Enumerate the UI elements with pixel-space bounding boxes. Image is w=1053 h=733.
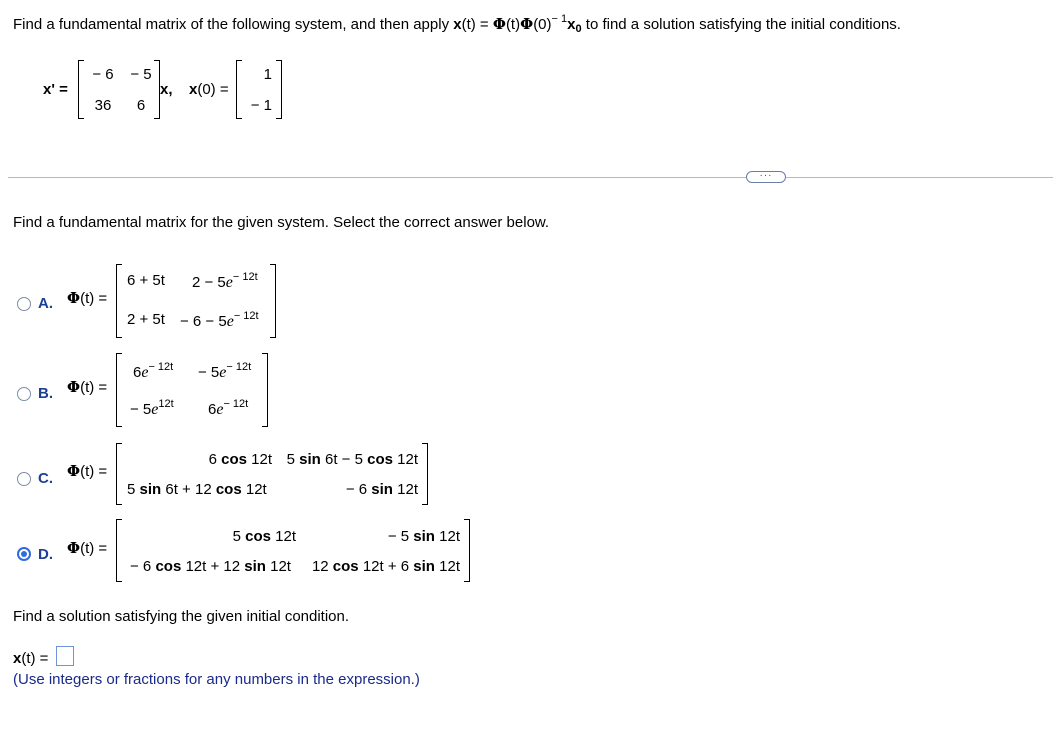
section-divider — [8, 177, 1053, 178]
question-text: Find a fundamental matrix of the following system, and then apply $x(t) = \Phi(t)\Phi(0)^{- 1}x_0$ to find a solution satisfying the initial conditions. — [13, 13, 901, 35]
option-d-radio[interactable] — [17, 547, 31, 561]
option-a-r2c2: − $6 - 5e^{- 12t}$ — [180, 310, 259, 330]
option-b-r1c2: − $5e^{- 12t}$ — [198, 361, 252, 381]
question-intro: Find a fundamental matrix of the following system, and then apply — [13, 16, 454, 33]
part2-prompt: Find a solution satisfying the given initial condition. — [13, 608, 350, 625]
more-options-button[interactable]: ··· — [746, 171, 786, 183]
option-d-phi-label: Φ(t) = — [67, 539, 108, 557]
option-c-bracket-left — [116, 443, 122, 505]
option-c-r2c1: 5 sin 6t + 12 cos 12t — [127, 481, 267, 498]
matrix-a22: 6 — [136, 97, 146, 114]
ic-label: x(0) = — [189, 81, 229, 98]
answer-label: x(t) = — [13, 650, 49, 667]
matrix-a12: − 5 — [130, 66, 152, 83]
option-d-r1c1: 5 cos 12t — [232, 528, 296, 545]
option-b-radio[interactable] — [17, 387, 31, 401]
answer-note: (Use integers or fractions for any numbers in the expression.) — [13, 671, 420, 688]
ic-value-2: − 1 — [250, 97, 272, 114]
option-c-radio[interactable] — [17, 472, 31, 486]
option-a-radio[interactable] — [17, 297, 31, 311]
option-b-bracket-left — [116, 353, 122, 427]
option-a-bracket-left — [116, 264, 122, 338]
option-d-r2c2: 12 cos 12t + 6 sin 12t — [311, 558, 460, 575]
option-c-r2c2: − 6 sin 12t — [345, 481, 418, 498]
ic-bracket-right — [276, 60, 282, 119]
answer-input[interactable] — [56, 646, 74, 666]
option-d-r1c2: − 5 sin 12t — [387, 528, 460, 545]
system-lhs: x' = — [43, 81, 68, 98]
part1-prompt: Find a fundamental matrix for the given system. Select the correct answer below. — [13, 214, 550, 231]
option-b-r2c2: $6e^{- 12t}$ — [208, 398, 249, 418]
option-d-r2c1: − 6 cos 12t + 12 sin 12t — [130, 558, 291, 575]
option-b-letter: B. — [38, 385, 53, 402]
option-b-r1c1: $6e^{- 12t}$ — [133, 361, 174, 381]
question-outro: to find a solution satisfying the initial conditions. — [581, 16, 901, 33]
option-d-letter: D. — [38, 546, 53, 563]
option-a-r1c2: $2 - 5e^{- 12t}$ — [192, 271, 258, 291]
ic-value-1: 1 — [263, 66, 272, 83]
matrix-bracket-left — [78, 60, 84, 119]
option-c-letter: C. — [38, 470, 53, 487]
option-c-bracket-right — [422, 443, 428, 505]
option-c-r1c2: 5 sin 6t − 5 cos 12t — [286, 451, 418, 468]
option-a-r1c1: 6 + 5t — [127, 272, 165, 289]
matrix-a21: 36 — [94, 97, 112, 114]
option-b-r2c1: − $5e^{12t}$ — [130, 398, 174, 418]
option-d-bracket-right — [464, 519, 470, 582]
option-c-phi-label: Φ(t) = — [67, 462, 108, 480]
option-a-letter: A. — [38, 295, 53, 312]
option-b-bracket-right — [262, 353, 268, 427]
option-a-bracket-right — [270, 264, 276, 338]
option-b-phi-label: Φ(t) = — [67, 378, 108, 396]
option-d-bracket-left — [116, 519, 122, 582]
matrix-a11: − 6 — [92, 66, 114, 83]
option-c-r1c1: 6 cos 12t — [208, 451, 272, 468]
option-a-phi-label: Φ(t) = — [67, 289, 108, 307]
option-a-r2c1: 2 + 5t — [127, 311, 165, 328]
system-x-label: x, — [160, 81, 173, 98]
